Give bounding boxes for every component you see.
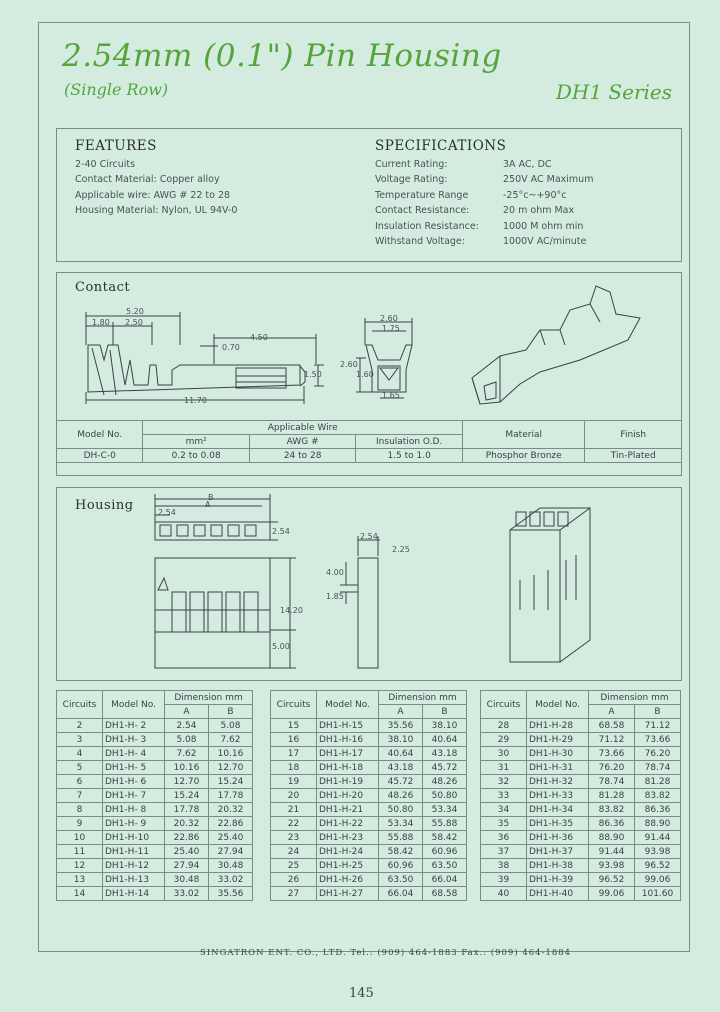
table-cell: DH1-H-21 xyxy=(317,803,379,817)
table-row xyxy=(57,789,253,803)
table-cell: 27.94 xyxy=(209,845,253,859)
table-cell: 11 xyxy=(57,845,103,859)
table-cell: 33.02 xyxy=(165,887,209,901)
table-cell: 17.78 xyxy=(209,789,253,803)
table-cell: 17.78 xyxy=(165,803,209,817)
b-header: B xyxy=(635,705,681,719)
table-cell: 93.98 xyxy=(635,845,681,859)
specifications-heading: SPECIFICATIONS xyxy=(375,138,507,154)
table-cell: 20 xyxy=(271,789,317,803)
table-row xyxy=(481,817,681,831)
table-cell: 7 xyxy=(57,789,103,803)
dim-label: 14.20 xyxy=(280,606,303,615)
housing-heading: Housing xyxy=(75,498,134,513)
table-cell: 15.24 xyxy=(165,789,209,803)
table-cell: 35.56 xyxy=(209,887,253,901)
table-cell: 15.24 xyxy=(209,775,253,789)
table-row xyxy=(271,859,467,873)
table-row xyxy=(271,873,467,887)
od-header: Insulation O.D. xyxy=(356,435,463,449)
dim-label: 1.80 xyxy=(92,318,110,327)
dimension-header: Dimension mm xyxy=(589,691,681,705)
table-cell: DH1-H-37 xyxy=(527,845,589,859)
finish-header: Finish xyxy=(585,421,682,449)
table-cell: DH1-H-23 xyxy=(317,831,379,845)
table-cell: DH1-H-20 xyxy=(317,789,379,803)
table-row xyxy=(57,733,253,747)
dim-label: 1.75 xyxy=(382,324,400,333)
table-cell: 30.48 xyxy=(209,859,253,873)
dimension-table-3 xyxy=(480,690,681,901)
table-row xyxy=(481,831,681,845)
table-cell: 27.94 xyxy=(165,859,209,873)
table-cell: 86.36 xyxy=(635,803,681,817)
housing-slot xyxy=(226,592,240,632)
housing-cavity xyxy=(245,525,256,536)
table-cell: DH1-H-27 xyxy=(317,887,379,901)
table-cell: 50.80 xyxy=(379,803,423,817)
table-cell: 78.74 xyxy=(589,775,635,789)
spec-value: 1000 M ohm min xyxy=(503,220,584,232)
table-cell: 45.72 xyxy=(379,775,423,789)
housing-latch xyxy=(158,578,168,590)
table-cell: 71.12 xyxy=(589,733,635,747)
table-cell: 58.42 xyxy=(379,845,423,859)
table-row xyxy=(481,733,681,747)
dim-label: 2.54 xyxy=(158,508,176,517)
table-cell: DH1-H-25 xyxy=(317,859,379,873)
b-header: B xyxy=(209,705,253,719)
housing-3d-cavity xyxy=(544,512,554,526)
table-cell: 68.58 xyxy=(589,719,635,733)
table-row xyxy=(481,747,681,761)
page-number: 145 xyxy=(349,986,374,1001)
table-row xyxy=(271,817,467,831)
housing-cavity xyxy=(160,525,171,536)
table-cell: DH1-H-16 xyxy=(317,733,379,747)
spec-value: 250V AC Maximum xyxy=(503,174,594,185)
dim-label: 1.60 xyxy=(356,370,374,379)
table-cell: DH1-H-17 xyxy=(317,747,379,761)
table-row xyxy=(481,789,681,803)
dim-label: 1.50 xyxy=(304,370,322,379)
table-cell: 53.34 xyxy=(379,817,423,831)
table-cell: DH1-H- 5 xyxy=(103,761,165,775)
table-cell: 10.16 xyxy=(209,747,253,761)
table-cell: 33.02 xyxy=(209,873,253,887)
table-row xyxy=(57,747,253,761)
table-cell: DH1-H- 6 xyxy=(103,775,165,789)
table-row xyxy=(481,859,681,873)
company-footer: SINGATRON ENT. CO., LTD. Tel.: (909) 464-1883 Fax.: (909) 464-1884 xyxy=(200,948,572,958)
table-cell: DH1-H-38 xyxy=(527,859,589,873)
feature-item: Contact Material: Copper alloy xyxy=(75,174,220,185)
table-row xyxy=(57,803,253,817)
page-subtitle: (Single Row) xyxy=(64,80,169,99)
table-cell: 99.06 xyxy=(589,887,635,901)
dim-label: 2.54 xyxy=(272,527,290,536)
spec-key: Voltage Rating: xyxy=(375,174,448,185)
table-row xyxy=(271,775,467,789)
housing-cavity xyxy=(228,525,239,536)
table-cell: 83.82 xyxy=(635,789,681,803)
cell: DH-C-0 xyxy=(57,449,143,463)
table-cell: 63.50 xyxy=(423,859,467,873)
table-cell: 63.50 xyxy=(379,873,423,887)
circuits-header: Circuits xyxy=(481,691,527,719)
housing-slot xyxy=(172,592,186,632)
table-cell: 68.58 xyxy=(423,887,467,901)
dim-label: 2.54 xyxy=(360,532,378,541)
table-cell: 39 xyxy=(481,873,527,887)
spec-key: Insulation Resistance: xyxy=(375,220,479,232)
housing-slot xyxy=(208,592,222,632)
feature-item: Housing Material: Nylon, UL 94V-0 xyxy=(75,205,238,216)
table-row xyxy=(481,761,681,775)
table-cell: 45.72 xyxy=(423,761,467,775)
table-row xyxy=(57,775,253,789)
table-row xyxy=(481,887,681,901)
table-cell: 81.28 xyxy=(635,775,681,789)
dim-label: 4.50 xyxy=(250,333,268,342)
table-cell: 23 xyxy=(271,831,317,845)
spec-key: Current Rating: xyxy=(375,158,448,170)
housing-cavity xyxy=(194,525,205,536)
series-label: DH1 Series xyxy=(555,80,672,104)
dimension-header: Dimension mm xyxy=(379,691,467,705)
table-row xyxy=(57,873,253,887)
table-cell: 2 xyxy=(57,719,103,733)
table-cell: DH1-H-28 xyxy=(527,719,589,733)
spec-value: -25°c~+90°c xyxy=(503,189,567,201)
material-header: Material xyxy=(462,421,585,449)
table-row xyxy=(57,719,253,733)
dim-label: 1.85 xyxy=(326,592,344,601)
table-cell: DH1-H-40 xyxy=(527,887,589,901)
table-cell: DH1-H-24 xyxy=(317,845,379,859)
table-cell: 83.82 xyxy=(589,803,635,817)
model-header: Model No. xyxy=(527,691,589,719)
dim-label: 5.00 xyxy=(272,642,290,651)
table-cell: 96.52 xyxy=(589,873,635,887)
table-row xyxy=(271,719,467,733)
table-cell: 5.08 xyxy=(209,719,253,733)
table-cell: 7.62 xyxy=(209,733,253,747)
housing-3d-cavity xyxy=(558,512,568,526)
table-cell: DH1-H-30 xyxy=(527,747,589,761)
table-cell: 3 xyxy=(57,733,103,747)
table-cell: 22.86 xyxy=(209,817,253,831)
table-cell: 73.66 xyxy=(589,747,635,761)
table-row xyxy=(271,747,467,761)
a-header: A xyxy=(589,705,635,719)
table-cell: 53.34 xyxy=(423,803,467,817)
b-header: B xyxy=(423,705,467,719)
table-cell: 76.20 xyxy=(589,761,635,775)
table-cell: 21 xyxy=(271,803,317,817)
table-cell: 50.80 xyxy=(423,789,467,803)
table-cell: 81.28 xyxy=(589,789,635,803)
table-row xyxy=(57,859,253,873)
table-row xyxy=(57,887,253,901)
cell: Phosphor Bronze xyxy=(462,449,585,463)
cell: 1.5 to 1.0 xyxy=(356,449,463,463)
table-cell: 78.74 xyxy=(635,761,681,775)
spec-value: 20 m ohm Max xyxy=(503,205,575,216)
table-cell: DH1-H-32 xyxy=(527,775,589,789)
table-cell: DH1-H- 2 xyxy=(103,719,165,733)
table-row xyxy=(271,803,467,817)
table-cell: 76.20 xyxy=(635,747,681,761)
table-cell: DH1-H-34 xyxy=(527,803,589,817)
model-header: Model No. xyxy=(317,691,379,719)
table-cell: 99.06 xyxy=(635,873,681,887)
dim-label: 2.25 xyxy=(392,545,410,554)
model-header: Model No. xyxy=(103,691,165,719)
table-row xyxy=(271,845,467,859)
table-cell: DH1-H- 8 xyxy=(103,803,165,817)
table-cell: 10.16 xyxy=(165,761,209,775)
dimension-table-1 xyxy=(56,690,253,901)
table-cell: 55.88 xyxy=(423,817,467,831)
table-cell: 4 xyxy=(57,747,103,761)
feature-item: Applicable wire: AWG # 22 to 28 xyxy=(75,189,231,201)
table-cell: DH1-H-36 xyxy=(527,831,589,845)
table-cell: 6 xyxy=(57,775,103,789)
a-header: A xyxy=(379,705,423,719)
table-cell: DH1-H-22 xyxy=(317,817,379,831)
table-cell: DH1-H-13 xyxy=(103,873,165,887)
table-cell: 88.90 xyxy=(589,831,635,845)
contact-heading: Contact xyxy=(75,280,131,295)
dim-label: B xyxy=(208,493,214,502)
table-cell: DH1-H-35 xyxy=(527,817,589,831)
table-cell: 58.42 xyxy=(423,831,467,845)
spec-key: Withstand Voltage: xyxy=(375,236,465,247)
table-cell: 34 xyxy=(481,803,527,817)
table-cell: 35 xyxy=(481,817,527,831)
dim-label: 2.60 xyxy=(380,314,398,323)
table-cell: 86.36 xyxy=(589,817,635,831)
table-cell: 12 xyxy=(57,859,103,873)
table-row xyxy=(481,719,681,733)
table-cell: 2.54 xyxy=(165,719,209,733)
housing-3d-slots xyxy=(520,555,576,610)
table-cell: 38 xyxy=(481,859,527,873)
table-row xyxy=(271,887,467,901)
dim-label: 11.70 xyxy=(184,396,207,405)
feature-item: 2-40 Circuits xyxy=(75,158,136,170)
table-cell: 96.52 xyxy=(635,859,681,873)
housing-3d-line xyxy=(560,508,590,530)
table-cell: 26 xyxy=(271,873,317,887)
dim-label: 2.50 xyxy=(125,318,143,327)
table-cell: 38.10 xyxy=(423,719,467,733)
table-cell: 32 xyxy=(481,775,527,789)
dim-label: 0.70 xyxy=(222,343,240,352)
table-cell: 40.64 xyxy=(379,747,423,761)
table-cell: DH1-H-11 xyxy=(103,845,165,859)
a-header: A xyxy=(165,705,209,719)
table-cell: DH1-H-39 xyxy=(527,873,589,887)
housing-end xyxy=(358,558,378,668)
table-cell: 88.90 xyxy=(635,817,681,831)
table-cell: 19 xyxy=(271,775,317,789)
dim-label: 1.65 xyxy=(382,391,400,400)
table-cell: 71.12 xyxy=(635,719,681,733)
table-cell: 13 xyxy=(57,873,103,887)
table-cell: 48.26 xyxy=(423,775,467,789)
table-cell: 25.40 xyxy=(165,845,209,859)
table-cell: 101.60 xyxy=(635,887,681,901)
table-row xyxy=(57,845,253,859)
table-cell: DH1-H- 7 xyxy=(103,789,165,803)
table-cell: 31 xyxy=(481,761,527,775)
housing-cavity xyxy=(177,525,188,536)
table-cell: 37 xyxy=(481,845,527,859)
table-cell: 25.40 xyxy=(209,831,253,845)
table-cell: 17 xyxy=(271,747,317,761)
table-cell: 93.98 xyxy=(589,859,635,873)
table-cell: 40.64 xyxy=(423,733,467,747)
table-cell: DH1-H- 3 xyxy=(103,733,165,747)
spec-key: Temperature Range xyxy=(375,189,469,201)
table-cell: 91.44 xyxy=(589,845,635,859)
table-cell: 8 xyxy=(57,803,103,817)
table-row xyxy=(57,817,253,831)
table-cell: DH1-H- 4 xyxy=(103,747,165,761)
housing-slot xyxy=(190,592,204,632)
page-title: 2.54mm (0.1") Pin Housing xyxy=(62,38,502,74)
table-row xyxy=(57,761,253,775)
table-cell: 24 xyxy=(271,845,317,859)
table-row xyxy=(481,803,681,817)
table-cell: 28 xyxy=(481,719,527,733)
table-row xyxy=(271,733,467,747)
table-cell: 5.08 xyxy=(165,733,209,747)
housing-slot xyxy=(244,592,258,632)
table-cell: 40 xyxy=(481,887,527,901)
table-row xyxy=(271,831,467,845)
table-cell: 35.56 xyxy=(379,719,423,733)
table-cell: DH1-H-12 xyxy=(103,859,165,873)
table-cell: DH1-H-33 xyxy=(527,789,589,803)
table-cell: 16 xyxy=(271,733,317,747)
features-heading: FEATURES xyxy=(75,138,157,154)
housing-cavity xyxy=(211,525,222,536)
table-cell: DH1-H-14 xyxy=(103,887,165,901)
dimension-table-2 xyxy=(270,690,467,901)
table-cell: DH1-H-18 xyxy=(317,761,379,775)
table-cell: DH1-H-10 xyxy=(103,831,165,845)
table-cell: 29 xyxy=(481,733,527,747)
table-cell: 36 xyxy=(481,831,527,845)
cell: Tin-Plated xyxy=(585,449,682,463)
table-cell: DH1-H- 9 xyxy=(103,817,165,831)
spec-value: 3A AC, DC xyxy=(503,158,552,170)
dim-label: 4.00 xyxy=(326,568,344,577)
spec-key: Contact Resistance: xyxy=(375,205,470,216)
table-cell: 43.18 xyxy=(379,761,423,775)
table-cell: 27 xyxy=(271,887,317,901)
table-cell: 60.96 xyxy=(379,859,423,873)
table-row xyxy=(271,761,467,775)
table-cell: 7.62 xyxy=(165,747,209,761)
dim-label: A xyxy=(205,500,211,509)
dim-label: 5.20 xyxy=(126,307,144,316)
table-cell: 43.18 xyxy=(423,747,467,761)
circuits-header: Circuits xyxy=(57,691,103,719)
table-cell: 66.04 xyxy=(379,887,423,901)
table-cell: 18 xyxy=(271,761,317,775)
table-cell: 73.66 xyxy=(635,733,681,747)
table-cell: 38.10 xyxy=(379,733,423,747)
table-cell: 30.48 xyxy=(165,873,209,887)
circuits-header: Circuits xyxy=(271,691,317,719)
table-row xyxy=(481,845,681,859)
table-cell: 5 xyxy=(57,761,103,775)
spec-value: 1000V AC/minute xyxy=(503,236,587,247)
table-cell: 60.96 xyxy=(423,845,467,859)
table-cell: 15 xyxy=(271,719,317,733)
table-cell: 9 xyxy=(57,817,103,831)
table-cell: 14 xyxy=(57,887,103,901)
table-row xyxy=(481,775,681,789)
table-cell: 48.26 xyxy=(379,789,423,803)
table-cell: 22 xyxy=(271,817,317,831)
cell: 0.2 to 0.08 xyxy=(143,449,250,463)
housing-3d-body xyxy=(510,508,590,662)
mm2-header: mm² xyxy=(143,435,250,449)
dim-label: 2.60 xyxy=(340,360,358,369)
table-cell: 66.04 xyxy=(423,873,467,887)
table-cell: 33 xyxy=(481,789,527,803)
table-cell: 22.86 xyxy=(165,831,209,845)
table-cell: 30 xyxy=(481,747,527,761)
table-cell: 20.32 xyxy=(165,817,209,831)
table-row xyxy=(271,789,467,803)
table-cell: DH1-H-29 xyxy=(527,733,589,747)
model-header: Model No. xyxy=(57,421,143,449)
dimension-header: Dimension mm xyxy=(165,691,253,705)
table-cell: DH1-H-26 xyxy=(317,873,379,887)
table-cell: 55.88 xyxy=(379,831,423,845)
awg-header: AWG # xyxy=(249,435,356,449)
table-cell: DH1-H-15 xyxy=(317,719,379,733)
table-cell: DH1-H-19 xyxy=(317,775,379,789)
table-row xyxy=(57,831,253,845)
cell: 24 to 28 xyxy=(249,449,356,463)
table-cell: 12.70 xyxy=(209,761,253,775)
table-cell: DH1-H-31 xyxy=(527,761,589,775)
wire-header: Applicable Wire xyxy=(143,421,463,435)
table-row xyxy=(481,873,681,887)
table-cell: 25 xyxy=(271,859,317,873)
table-cell: 20.32 xyxy=(209,803,253,817)
table-cell: 12.70 xyxy=(165,775,209,789)
table-cell: 10 xyxy=(57,831,103,845)
table-cell: 91.44 xyxy=(635,831,681,845)
